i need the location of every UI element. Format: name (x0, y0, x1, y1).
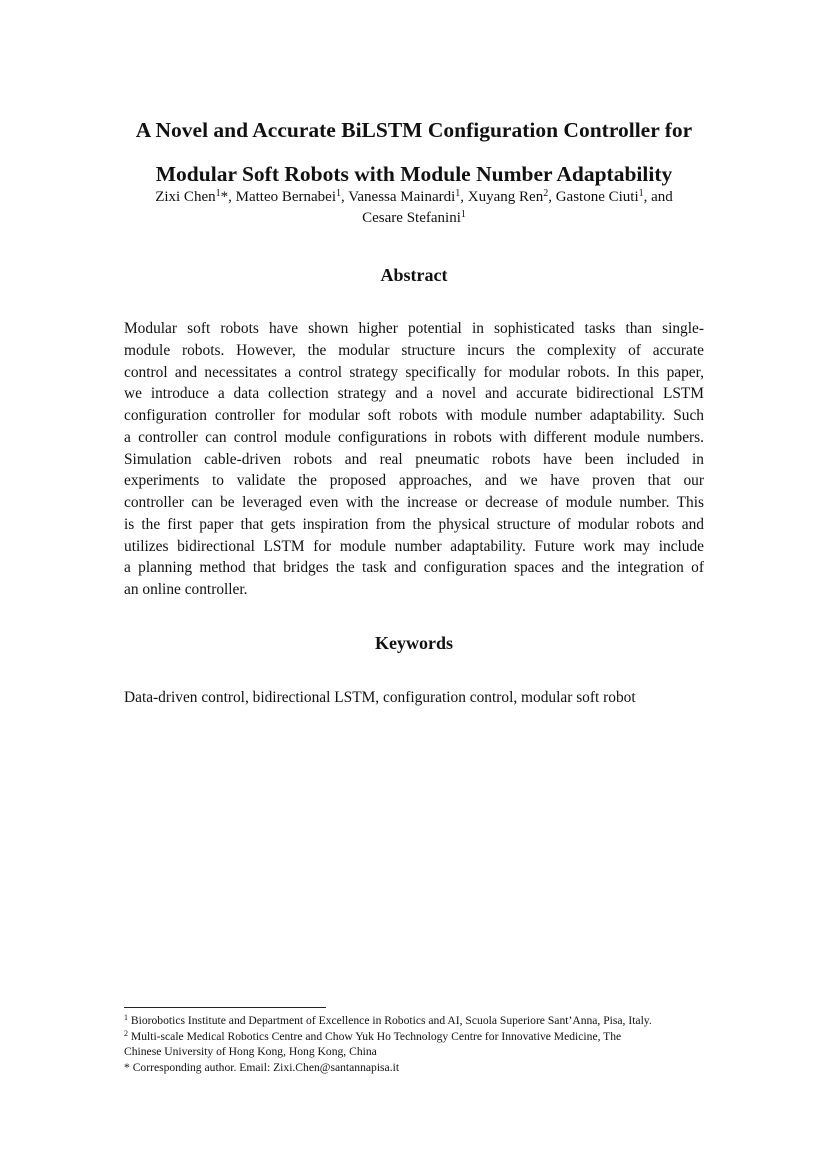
author-separator: , (460, 189, 468, 205)
keywords-heading: Keywords (375, 633, 453, 653)
author-line-1 (118, 187, 710, 208)
keywords-text: Data-driven control, bidirectional LSTM, configuration control, modular soft robot (124, 689, 636, 706)
author-separator: , (548, 189, 556, 205)
affiliation-mark: 1 (215, 188, 221, 199)
abstract-line: an online controller. (124, 581, 248, 598)
affiliation-mark: 1 (455, 188, 461, 199)
author-line-2 (118, 208, 710, 229)
abstract-line: is the first paper that gets inspiration from the physical structure of modular robots and (124, 515, 704, 533)
abstract-line: controller can be leveraged even with the increase or decrease of module number. This (124, 494, 704, 511)
affiliation-mark: 1 (638, 188, 644, 199)
footnote-2-continued (124, 1044, 704, 1060)
footnotes (124, 1013, 704, 1075)
paper-title (110, 108, 718, 196)
author-name: Gastone Ciuti (555, 189, 639, 205)
author-name: Cesare Stefanini (362, 210, 461, 226)
footnote-2 (124, 1029, 704, 1045)
footnote-text: Chinese University of Hong Kong, Hong Kong, China (124, 1045, 377, 1058)
footnote-corresponding-author (124, 1060, 704, 1076)
author-separator: *, (220, 189, 236, 205)
footnote-mark: 2 (124, 1028, 128, 1038)
author-name: Vanessa Mainardi (348, 189, 456, 205)
abstract-line: utilizes bidirectional LSTM for module number adaptability. Future work may include (124, 537, 704, 555)
abstract-line: module robots. However, the modular structure incurs the complexity of accurate (124, 341, 704, 359)
author-list (118, 187, 710, 229)
author-separator: , (341, 189, 349, 205)
abstract-line: control and necessitates a control strategy specifically for modular robots. In this paper, (124, 363, 704, 381)
abstract-line: Simulation cable-driven robots and real pneumatic robots have been included in (124, 450, 704, 468)
footnote-text: Biorobotics Institute and Department of Excellence in Robotics and AI, Scuola Superiore Sant’Anna, Pisa, Italy. (128, 1014, 652, 1027)
footnote-text: Multi-scale Medical Robotics Centre and Chow Yuk Ho Technology Centre for Innovative Medicine, The (128, 1029, 622, 1043)
footnote-mark: 1 (124, 1013, 128, 1022)
abstract-line: we introduce a data collection strategy and a novel and accurate bidirectional LSTM (124, 385, 704, 403)
footnote-divider (124, 1007, 326, 1008)
footnote-1 (124, 1013, 704, 1029)
abstract-line: experiments to validate the proposed approaches, and we have proven that our (124, 472, 704, 490)
author-name: Matteo Bernabei (235, 189, 336, 205)
title-line-1: A Novel and Accurate BiLSTM Configuration Controller for (135, 118, 693, 142)
abstract-line: a controller can control module configurations in robots with different module numbers. (124, 428, 704, 446)
abstract-heading: Abstract (380, 265, 448, 285)
abstract-line: a planning method that bridges the task and configuration spaces and the integration of (124, 559, 704, 577)
author-name: Zixi Chen (155, 189, 216, 205)
author-name: Xuyang Ren (467, 189, 544, 205)
abstract-line: configuration controller for modular soft robots with module number adaptability. Such (124, 407, 704, 424)
affiliation-mark: 2 (543, 188, 549, 199)
affiliation-mark: 1 (460, 209, 466, 220)
affiliation-mark: 1 (336, 188, 341, 199)
author-separator: , and (643, 189, 673, 205)
title-line-2: Modular Soft Robots with Module Number Adaptability (155, 162, 673, 186)
abstract-line: Modular soft robots have shown higher potential in sophisticated tasks than single- (124, 320, 704, 337)
abstract-text (124, 318, 704, 601)
footnote-text: * Corresponding author. Email: Zixi.Chen@santannapisa.it (124, 1060, 400, 1074)
